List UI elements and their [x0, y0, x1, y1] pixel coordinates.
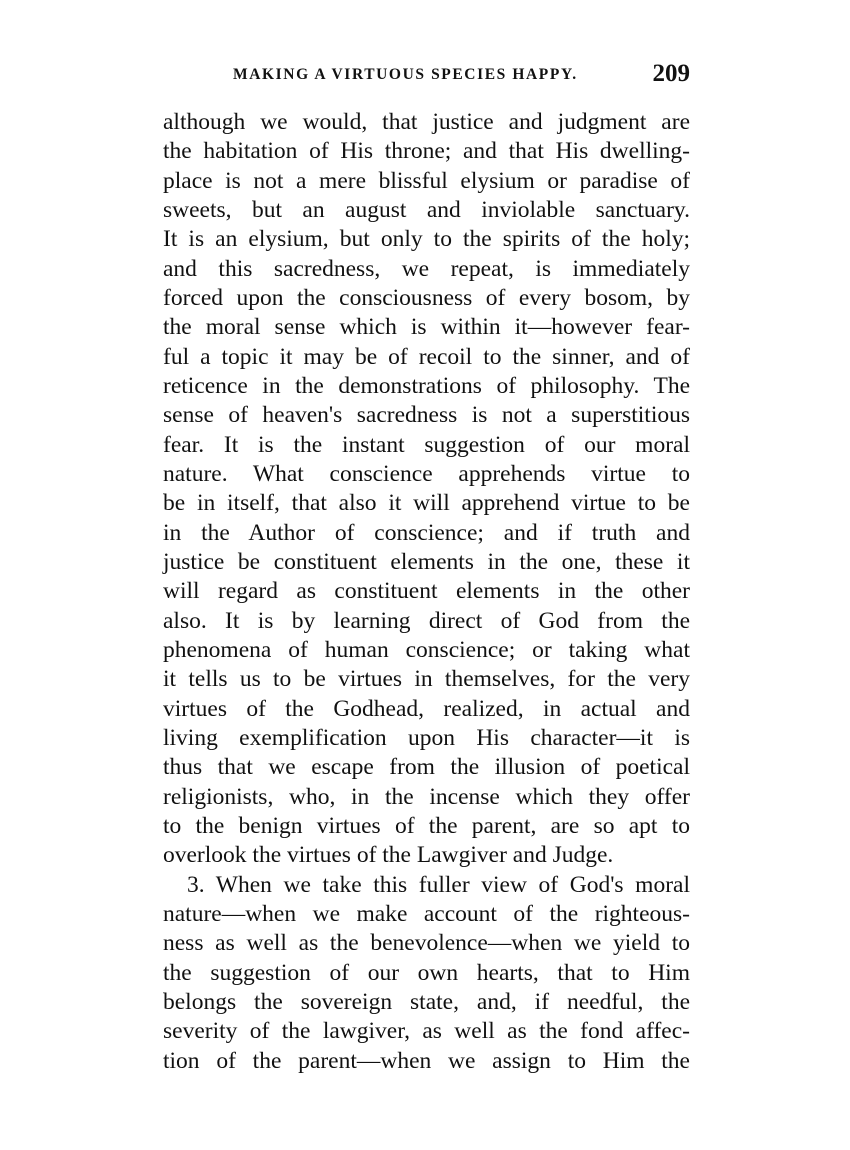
page-number: 209 — [652, 60, 690, 87]
text-line: justice be constituent elements in the one, these it — [163, 548, 690, 575]
paragraph-start-line: 3. When we take this fuller view of God's moral — [187, 871, 690, 898]
running-head — [163, 60, 690, 94]
text-line: virtues of the Godhead, realized, in actual and — [163, 695, 690, 722]
text-line: also. It is by learning direct of God from the — [163, 607, 690, 634]
text-line: ful a topic it may be of recoil to the sinner, and of — [163, 343, 690, 370]
text-line: reticence in the demonstrations of philosophy. The — [163, 372, 690, 399]
running-title: MAKING A VIRTUOUS SPECIES HAPPY. — [233, 66, 578, 83]
text-line: the suggestion of our own hearts, that to Him — [163, 959, 690, 986]
text-line: fear. It is the instant suggestion of our moral — [163, 431, 690, 458]
text-line: living exemplification upon His character—it is — [163, 724, 690, 751]
text-line: phenomena of human conscience; or taking what — [163, 636, 690, 663]
paragraph-end-line: overlook the virtues of the Lawgiver and Judge. — [163, 842, 614, 869]
text-line: sweets, but an august and inviolable sanctuary. — [163, 196, 690, 223]
text-line: the habitation of His throne; and that His dwelling- — [163, 138, 690, 165]
text-line: the moral sense which is within it—however fear- — [163, 314, 690, 341]
text-line: severity of the lawgiver, as well as the fond affec- — [163, 1018, 690, 1045]
text-line: be in itself, that also it will apprehend virtue to be — [163, 490, 690, 517]
body-text — [163, 108, 690, 1076]
text-line: It is an elysium, but only to the spirits of the holy; — [163, 226, 690, 253]
text-line: will regard as constituent elements in the other — [163, 578, 690, 605]
text-line: to the benign virtues of the parent, are so apt to — [163, 812, 690, 839]
text-line: it tells us to be virtues in themselves, for the very — [163, 666, 690, 693]
text-line: and this sacredness, we repeat, is immediately — [163, 255, 690, 282]
text-line: nature—when we make account of the righteous- — [163, 900, 690, 927]
text-line: sense of heaven's sacredness is not a superstitious — [163, 402, 690, 429]
text-line: forced upon the consciousness of every bosom, by — [163, 284, 690, 311]
text-line: nature. What conscience apprehends virtue to — [163, 460, 690, 487]
text-line: although we would, that justice and judgment are — [163, 109, 690, 135]
text-line: place is not a mere blissful elysium or paradise of — [163, 167, 690, 194]
text-line: in the Author of conscience; and if truth and — [163, 519, 690, 546]
text-line: tion of the parent—when we assign to Him the — [163, 1047, 690, 1074]
text-line: belongs the sovereign state, and, if needful, the — [163, 988, 690, 1015]
text-line: thus that we escape from the illusion of poetical — [163, 754, 690, 781]
text-line: religionists, who, in the incense which they offer — [163, 783, 690, 810]
text-line: ness as well as the benevolence—when we yield to — [163, 930, 690, 957]
